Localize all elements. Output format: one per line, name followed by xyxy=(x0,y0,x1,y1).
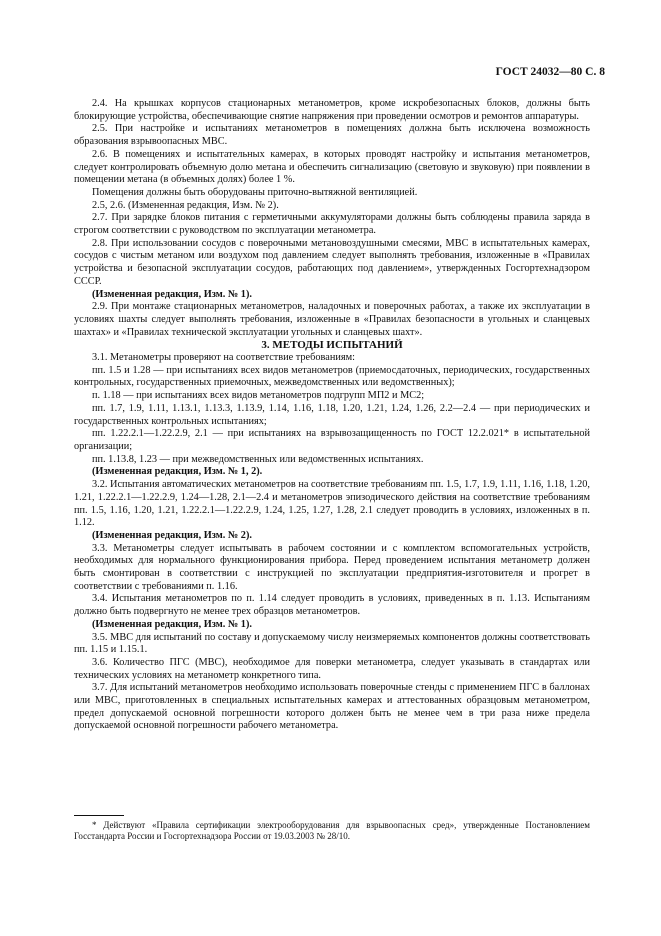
paragraph: пп. 1.13.8, 1.23 — при межведомственных или ведомственных испытаниях. xyxy=(92,453,424,465)
paragraph: 3.2. Испытания автоматических метанометров на соответствие требованиям пп. 1.5, 1.7, 1.9, 1.11, 1.16, 1.18, 1.20, 1.21, 1.22.2.1—1.22.2.9, 1.24—1.28, 2.1—2.4 и метанометров эпизодического действия на соответствие требованиям пп. 1.5, 1.16, 1.20, 1.21, 1.22.2.1—1.22.2.9, 1.24, 1.25, 1.27, 1.28, 2.1 следует проводить в условиях, изложенных в п. 1.12. xyxy=(74,479,590,529)
paragraph: 3.7. Для испытаний метанометров необходимо использовать поверочные стенды с применением ПГС в баллонах или МВС, приготовленных в специальных испытательных камерах и аттестованных образцовым метанометром, предел допускаемой основной погрешности которого должен быть не менее чем в три раза ниже предела допускаемой основной погрешности рабочего метанометра. xyxy=(74,682,590,732)
paragraph: 2.6. В помещениях и испытательных камерах, в которых проводят настройку и испытания метанометров, следует контролировать объемную долю метана и обеспечить сигнализацию (световую и звуковую) при появлении в помещении метана (в объемных долях) более 1 %. xyxy=(74,148,590,186)
paragraph: 3.1. Метанометры проверяют на соответствие требованиям: xyxy=(92,352,355,364)
section-2-content xyxy=(74,98,590,339)
paragraph: 3.3. Метанометры следует испытывать в рабочем состоянии и с комплектом вспомогательных устройств, необходимых для нормального функционирования прибора. Перед проведением испытания метанометр должен быть смонтирован в соответствии с инструкцией по эксплуатации предприятия-изготовителя и прогрет в соответствии с требованиями п. 1.16. xyxy=(74,542,590,592)
document-body xyxy=(74,98,590,733)
paragraph: пп. 1.7, 1.9, 1.11, 1.13.1, 1.13.3, 1.13.9, 1.14, 1.16, 1.18, 1.20, 1.21, 1.24, 1.26, 2.2—2.4 — при периодических и государственных контрольных испытаниях; xyxy=(74,402,590,427)
paragraph: (Измененная редакция, Изм. № 1, 2). xyxy=(92,466,263,478)
paragraph: (Измененная редакция, Изм. № 1). xyxy=(92,618,252,630)
paragraph: 2.5. При настройке и испытаниях метанометров в помещениях должна быть исключена возможность образования взрывоопасных МВС. xyxy=(74,123,590,148)
paragraph: 2.5, 2.6. (Измененная редакция, Изм. № 2). xyxy=(92,199,279,211)
paragraph: 3.4. Испытания метанометров по п. 1.14 следует проводить в условиях, приведенных в п. 1.13. Испытаниям должно быть подвергнуто не менее трех образцов метанометров. xyxy=(74,593,590,618)
paragraph: пп. 1.22.2.1—1.22.2.9, 2.1 — при испытаниях на взрывозащищенность по ГОСТ 12.2.021* в испытательной организации; xyxy=(74,428,590,452)
paragraph: 2.8. При использовании сосудов с поверочными метановоздушными смесями, МВС в испытательных камерах, сосудов с чистым метаном или воздухом под давлением следует выполнять требования, изложенные в «Правилах устройства и безопасной эксплуатации сосудов, работающих под давлением», утвержденных Госгортехнадзором СССР. xyxy=(74,237,590,287)
paragraph: (Измененная редакция, Изм. № 1). xyxy=(92,288,252,300)
paragraph: п. 1.18 — при испытаниях всех видов метанометров подгрупп МП2 и МС2; xyxy=(92,390,425,402)
paragraph: 2.7. При зарядке блоков питания с герметичными аккумуляторами должны быть соблюдены правила заряда в строгом соответствии с руководством по эксплуатации метанометра. xyxy=(74,212,590,237)
paragraph: 2.9. При монтаже стационарных метанометров, наладочных и поверочных работах, а также их эксплуатации в условиях шахты следует выполнять требования, изложенные в «Правилах безопасности в угольных и сланцевых шахтах» и «Правилах технической эксплуатации угольных и сланцевых шахт». xyxy=(74,301,590,338)
paragraph: 3.5. МВС для испытаний по составу и допускаемому числу неизмеряемых компонентов должны соответствовать пп. 1.15 и 1.15.1. xyxy=(74,631,590,656)
paragraph: 3.6. Количество ПГС (МВС), необходимое для поверки метанометра, следует указывать в стандартах или технических условиях на метанометр конкретного типа. xyxy=(74,656,590,681)
paragraph: Помещения должны быть оборудованы приточно-вытяжной вентиляцией. xyxy=(92,186,418,198)
footnote-text: * Действуют «Правила сертификации электрооборудования для взрывоопасных сред», утвержденные Постановлением Госстандарта России и Госгортехнадзора России от 19.03.2003 № 28/10. xyxy=(74,820,590,842)
paragraph: (Измененная редакция, Изм. № 2). xyxy=(92,529,252,541)
paragraph: пп. 1.5 и 1.28 — при испытаниях всех видов метанометров (приемосдаточных, периодических, государственных контрольных, государственных приемочных, межведомственных или ведомственных); xyxy=(74,364,590,389)
section-3-content xyxy=(74,352,590,733)
footnote-divider xyxy=(74,815,124,816)
paragraph: 2.4. На крышках корпусов стационарных метанометров, кроме искробезопасных блоков, должны быть блокирующие устройства, обеспечивающие снятие напряжения при проведении осмотров и ремонтов аппаратуры. xyxy=(74,98,590,122)
section-title: 3. МЕТОДЫ ИСПЫТАНИЙ xyxy=(261,339,403,352)
footnote xyxy=(74,820,590,842)
page-header: ГОСТ 24032—80 С. 8 xyxy=(495,66,605,78)
